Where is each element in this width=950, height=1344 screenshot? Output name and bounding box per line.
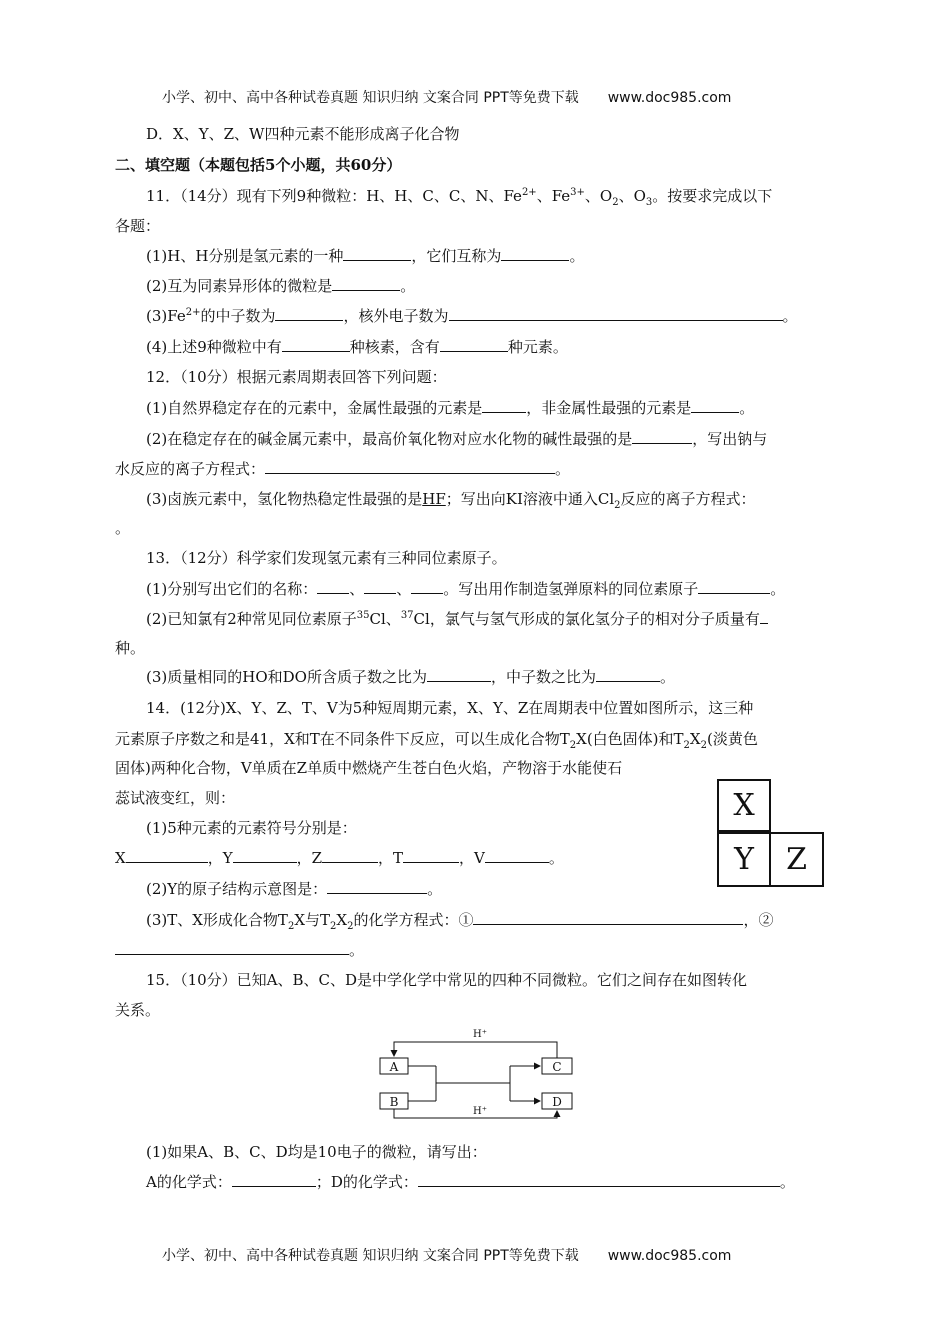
- q14-stem2: 元素原子序数之和是41，X和T在不同条件下反应，可以生成化合物$T_2X$(白色固体)和$T_2X_2$(淡黄色: [115, 730, 758, 751]
- option-d: D．X、Y、Z、W四种元素不能形成离子化合物: [146, 125, 460, 143]
- q12-stem: 12．（10分）根据元素周期表回答下列问题：: [146, 368, 447, 386]
- q14-stem3: 固体)两种化合物，V单质在Z单质中燃烧产生苍白色火焰，产物溶于水能使石: [115, 759, 623, 777]
- q11-part4: (4)上述9种微粒中有 种核素，含有 种元素。: [146, 338, 568, 356]
- q14-part1: (1)5种元素的元素符号分别是：: [146, 819, 357, 837]
- q12-part1: (1)自然界稳定存在的元素中，金属性最强的元素是 ，非金属性最强的元素是 。: [146, 399, 755, 417]
- periodic-cell-z: Z: [769, 832, 824, 887]
- periodic-cell-y: Y: [717, 832, 771, 887]
- q11-stem-line2: 各题：: [115, 217, 161, 235]
- conversion-diagram: [374, 1022, 594, 1130]
- q13-part3: (3)质量相同的HO和DO所含质子数之比为 ，中子数之比为 。: [146, 668, 675, 686]
- q14-part3: (3)T、X形成化合物$T_2X$与$T_2X_2$的化学方程式：① ，②: [146, 911, 774, 932]
- label-a: A: [389, 1060, 399, 1074]
- q15-stem2: 关系。: [115, 1001, 161, 1019]
- q14-stem4: 蕊试液变红，则：: [115, 789, 236, 807]
- footer-url[interactable]: www.doc985.com: [607, 1248, 732, 1264]
- q12-part3: (3)卤族元素中，氢化物热稳定性最强的是HF；写出向KI溶液中通入$Cl_2$反应的离子方程式：: [146, 490, 756, 511]
- q14-part2: (2)Y的原子结构示意图是： 。: [146, 880, 443, 898]
- q14-stem1: 14．(12分)X、Y、Z、T、V为5种短周期元素，X、Y、Z在周期表中位置如图所示，这三种: [146, 699, 754, 717]
- q14-symbols: X ，Y ，Z ，T ，V 。: [115, 849, 564, 867]
- label-c: C: [552, 1060, 562, 1074]
- page-footer: 小学、初中、高中各种试卷真题 知识归纳 文案合同 PPT等免费下载 www.doc985.com: [162, 1248, 732, 1264]
- q15-stem1: 15．（10分）已知A、B、C、D是中学化学中常见的四种不同微粒。它们之间存在如图转化: [146, 971, 748, 989]
- periodic-cell-x: X: [717, 779, 771, 832]
- q11-stem-line1: 11．（14分）现有下列9种微粒：H、H、C、C、N、$Fe^{2+}$、$Fe^{3+}$、$O_2$、$O_3$。按要求完成以下: [146, 187, 773, 208]
- q14-part3-cont: 。: [115, 940, 364, 960]
- q11-part1: (1)H、H分别是氢元素的一种 ，它们互称为 。: [146, 247, 585, 265]
- page-header: 小学、初中、高中各种试卷真题 知识归纳 文案合同 PPT等免费下载 www.doc985.com: [162, 90, 732, 106]
- arrow-c-to-a: [394, 1042, 557, 1058]
- label-h-top: H⁺: [473, 1029, 487, 1040]
- label-d: D: [552, 1095, 562, 1109]
- q12-part2-cont: 水反应的离子方程式： 。: [115, 460, 571, 478]
- q11-part3: $(3)Fe^{2+}$的中子数为 ，核外电子数为 。: [146, 307, 798, 325]
- header-url[interactable]: www.doc985.com: [607, 90, 732, 106]
- q11-part2: (2)互为同素异形体的微粒是 。: [146, 277, 416, 295]
- q13-part2: (2)已知氯有2种常见同位素原子$^{35}$Cl、$^{37}$Cl，氯气与氢气形成的氯化氢分子的相对分子质量有: [146, 609, 768, 629]
- section-title: 二、填空题（本题包括5个小题，共60分）: [115, 156, 402, 174]
- label-h-bottom: H⁺: [473, 1106, 487, 1117]
- q15-part1: (1)如果A、B、C、D均是10电子的微粒，请写出：: [146, 1143, 487, 1161]
- q12-part3-end: 。: [115, 519, 131, 537]
- q15-part1-answer: A的化学式： ；D的化学式： 。: [146, 1173, 795, 1191]
- q13-part1: (1)分别写出它们的名称： 、 、 。写出用作制造氢弹原料的同位素原子 。: [146, 580, 786, 598]
- q13-part2-end: 种。: [115, 639, 146, 657]
- q13-stem: 13．（12分）科学家们发现氢元素有三种同位素原子。: [146, 549, 507, 567]
- q12-part2: (2)在稳定存在的碱金属元素中，最高价氧化物对应水化物的碱性最强的是 ，写出钠与: [146, 430, 768, 448]
- label-b: B: [389, 1095, 399, 1109]
